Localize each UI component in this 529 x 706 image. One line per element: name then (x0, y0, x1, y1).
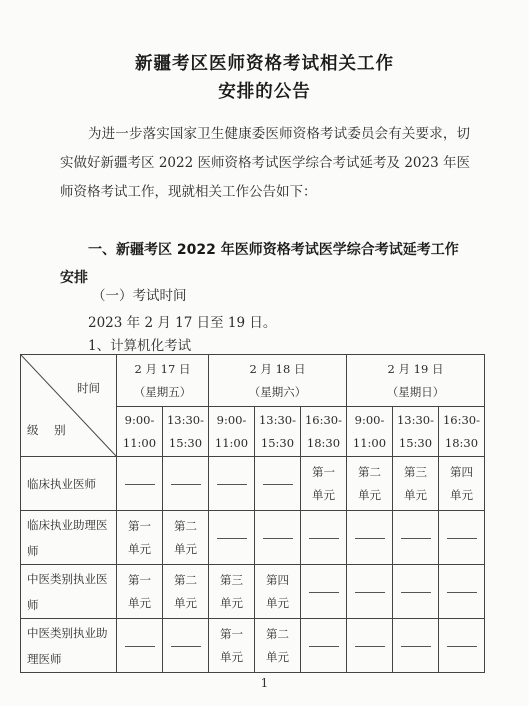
empty-cell (301, 511, 347, 565)
empty-cell (393, 565, 439, 619)
dash-mark (125, 646, 155, 647)
empty-cell (393, 511, 439, 565)
slot-end: 11:00 (214, 435, 249, 450)
empty-cell (117, 457, 163, 511)
day-date: 2 月 18 日 (249, 361, 306, 376)
empty-cell (347, 619, 393, 673)
exam-unit-cell (117, 511, 163, 565)
slot-start: 9:00- (354, 412, 385, 427)
dash-mark (401, 538, 431, 539)
document-title-line2: 安排的公告 (218, 82, 311, 102)
category-cell: 中医类别执业助理医师 (21, 619, 117, 673)
dash-mark (447, 538, 477, 539)
dash-mark (171, 484, 201, 485)
time-slot-header (347, 407, 393, 457)
empty-cell (439, 511, 485, 565)
exam-unit-cell (347, 457, 393, 511)
section-heading-1: 一、新疆考区 2022 年医师资格考试医学综合考试延考工作安排 (60, 242, 459, 286)
page-number: 1 (260, 676, 269, 690)
unit-text: 单元 (266, 595, 289, 610)
empty-cell (393, 619, 439, 673)
dash-mark (309, 592, 339, 593)
slot-start: 13:30- (396, 412, 435, 427)
exam-unit-cell (255, 619, 301, 673)
slot-start: 16:30- (442, 412, 481, 427)
dash-mark (217, 484, 247, 485)
unit-text: 第四 (266, 572, 289, 587)
dash-mark (355, 646, 385, 647)
day-weekday: （星期日） (386, 384, 445, 399)
empty-cell (209, 511, 255, 565)
exam-unit-cell (393, 457, 439, 511)
slot-end: 15:30 (168, 435, 203, 450)
exam-schedule-table (20, 354, 485, 673)
day-date: 2 月 19 日 (387, 361, 444, 376)
unit-text: 第三 (404, 464, 427, 479)
empty-cell (255, 457, 301, 511)
slot-start: 13:30- (258, 412, 297, 427)
unit-text: 单元 (128, 595, 151, 610)
time-slot-header (117, 407, 163, 457)
dash-mark (401, 592, 431, 593)
slot-start: 9:00- (216, 412, 247, 427)
time-slot-header (163, 407, 209, 457)
unit-text: 单元 (404, 487, 427, 502)
unit-text: 第二 (174, 518, 197, 533)
empty-cell (255, 511, 301, 565)
day-weekday: （星期五） (133, 384, 192, 399)
table-row (21, 565, 485, 619)
day-date: 2 月 17 日 (134, 361, 191, 376)
exam-unit-cell (439, 457, 485, 511)
dash-mark (355, 538, 385, 539)
unit-text: 第一 (312, 464, 335, 479)
unit-text: 单元 (174, 595, 197, 610)
document-title-line1: 新疆考区医师资格考试相关工作 (135, 54, 394, 74)
unit-text: 第二 (174, 572, 197, 587)
slot-start: 9:00- (124, 412, 155, 427)
dash-mark (309, 646, 339, 647)
unit-text: 单元 (174, 541, 197, 556)
unit-text: 单元 (128, 541, 151, 556)
unit-text: 第一 (220, 626, 243, 641)
dash-mark (447, 592, 477, 593)
slot-end: 11:00 (352, 435, 387, 450)
empty-cell (439, 619, 485, 673)
category-cell: 中医类别执业医师 (21, 565, 117, 619)
empty-cell (163, 457, 209, 511)
unit-text: 单元 (220, 649, 243, 664)
slot-end: 11:00 (122, 435, 157, 450)
unit-text: 单元 (266, 649, 289, 664)
intro-paragraph: 为进一步落实国家卫生健康委医师资格考试委员会有关要求，切实做好新疆考区 2022 医师资格考试医学综合考试延考及 2023 年医师资格考试工作，现就相关工作公告如下： (60, 126, 470, 200)
empty-cell (347, 511, 393, 565)
dash-mark (217, 538, 247, 539)
unit-text: 第二 (358, 464, 381, 479)
empty-cell (301, 565, 347, 619)
time-slot-header (209, 407, 255, 457)
exam-unit-cell (209, 565, 255, 619)
unit-text: 第四 (450, 464, 473, 479)
dash-mark (263, 484, 293, 485)
empty-cell (209, 457, 255, 511)
dash-mark (447, 646, 477, 647)
unit-text: 单元 (312, 487, 335, 502)
dash-mark (263, 538, 293, 539)
dash-mark (309, 538, 339, 539)
header-level-label: 级 别 (27, 423, 72, 437)
dash-mark (171, 646, 201, 647)
day-header (117, 355, 209, 407)
category-cell: 临床执业助理医师 (21, 511, 117, 565)
unit-text: 第一 (128, 518, 151, 533)
empty-cell (301, 619, 347, 673)
unit-text: 第一 (128, 572, 151, 587)
slot-start: 16:30- (304, 412, 343, 427)
subsection-exam-time: （一）考试时间 (92, 288, 187, 304)
dash-mark (125, 484, 155, 485)
day-header (209, 355, 347, 407)
slot-start: 13:30- (166, 412, 205, 427)
dash-mark (355, 592, 385, 593)
table-row (21, 619, 485, 673)
exam-dates: 2023 年 2 月 17 日至 19 日。 (88, 315, 277, 331)
slot-end: 15:30 (260, 435, 295, 450)
item-computer-exam: 1、计算机化考试 (88, 338, 192, 354)
unit-text: 单元 (358, 487, 381, 502)
exam-unit-cell (163, 511, 209, 565)
exam-unit-cell (163, 565, 209, 619)
day-header (347, 355, 485, 407)
empty-cell (347, 565, 393, 619)
time-slot-header (255, 407, 301, 457)
exam-unit-cell (117, 565, 163, 619)
dash-mark (401, 646, 431, 647)
unit-text: 单元 (450, 487, 473, 502)
day-weekday: （星期六） (248, 384, 307, 399)
time-slot-header (393, 407, 439, 457)
slot-end: 18:30 (444, 435, 479, 450)
table-row (21, 457, 485, 511)
slot-end: 15:30 (398, 435, 433, 450)
unit-text: 单元 (220, 595, 243, 610)
category-cell: 临床执业医师 (21, 457, 117, 511)
exam-unit-cell (209, 619, 255, 673)
unit-text: 第二 (266, 626, 289, 641)
table-row (21, 511, 485, 565)
header-time-label: 时间 (77, 381, 100, 395)
unit-text: 第三 (220, 572, 243, 587)
exam-unit-cell (255, 565, 301, 619)
empty-cell (117, 619, 163, 673)
slot-end: 18:30 (306, 435, 341, 450)
exam-unit-cell (301, 457, 347, 511)
empty-cell (163, 619, 209, 673)
time-slot-header (301, 407, 347, 457)
empty-cell (439, 565, 485, 619)
time-slot-header (439, 407, 485, 457)
table-header-diagonal (21, 355, 117, 457)
